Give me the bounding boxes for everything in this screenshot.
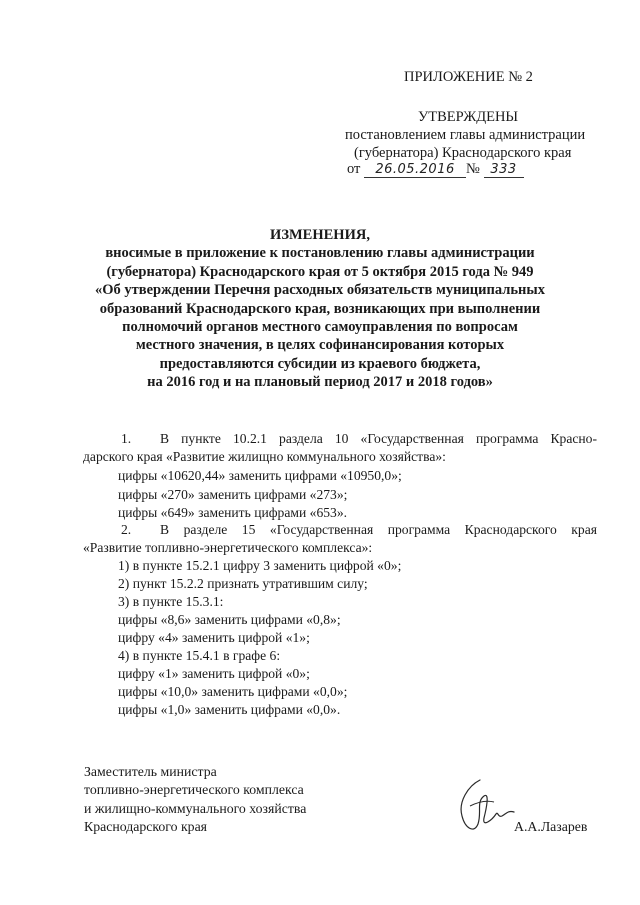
approved-by-line1: постановлением главы администрации xyxy=(345,127,586,143)
item-1-line2: дарского края «Развитие жилищно коммунального хозяйства»: xyxy=(83,449,446,464)
item-1-change: цифры «649» заменить цифрами «653». xyxy=(118,505,348,520)
item-2-line2: «Развитие топливно-энергетического комплекса»: xyxy=(83,540,373,555)
approved-label: УТВЕРЖДЕНЫ xyxy=(418,109,519,125)
title-line: (губернатора) Краснодарского края от 5 октября 2015 года № 949 xyxy=(106,263,534,280)
signatory-position xyxy=(84,763,306,837)
approved-by-line2: (губернатора) Краснодарского края xyxy=(354,145,572,161)
title-line: вносимые в приложение к постановлению главы администрации xyxy=(105,245,535,262)
item-2-change: 1) в пункте 15.2.1 цифру 3 заменить цифрой «0»; xyxy=(118,558,402,573)
item-1-change: цифры «10620,44» заменить цифрами «10950,0»; xyxy=(118,468,402,483)
title-line: «Об утверждении Перечня расходных обязательств муниципальных xyxy=(95,282,545,299)
item-2-change: цифру «1» заменить цифрой «0»; xyxy=(118,666,310,681)
item-2-number: 2. xyxy=(121,522,132,537)
item-2-change: цифры «1,0» заменить цифрами «0,0». xyxy=(118,702,341,717)
item-1-number: 1. xyxy=(121,431,132,446)
title-line: предоставляются субсидии из краевого бюджета, xyxy=(159,355,481,372)
decree-date: 26.05.2016 xyxy=(364,162,466,178)
title-line: местного значения, в целях софинансирования которых xyxy=(135,337,505,354)
item-1-change: цифры «270» заменить цифрами «273»; xyxy=(118,487,348,502)
item-2-change: цифры «10,0» заменить цифрами «0,0»; xyxy=(118,684,348,699)
item-2-change: 3) в пункте 15.3.1: xyxy=(118,594,224,609)
document-title xyxy=(70,226,570,392)
title-line: на 2016 год и на плановый период 2017 и 2018 годов» xyxy=(147,374,493,391)
signatory-line: Краснодарского края xyxy=(84,819,208,835)
item-2-change: цифру «4» заменить цифрой «1»; xyxy=(118,630,310,645)
item-2-change: цифры «8,6» заменить цифрами «0,8»; xyxy=(118,612,341,627)
decree-number: 333 xyxy=(484,162,524,178)
decree-date-row xyxy=(347,161,524,178)
title-line: полномочий органов местного самоуправления по вопросам xyxy=(122,319,518,336)
item-1-line1: В пункте 10.2.1 раздела 10 «Государственная программа Красно- xyxy=(160,431,597,446)
signatory-line: топливно-энергетического комплекса xyxy=(84,782,304,798)
signatory-line: и жилищно-коммунального хозяйства xyxy=(84,800,307,816)
item-2-line1: В разделе 15 «Государственная программа Краснодарского края xyxy=(160,522,597,537)
signatory-line: Заместитель министра xyxy=(84,764,217,779)
handwritten-signature xyxy=(440,776,524,842)
item-2-change: 2) пункт 15.2.2 признать утратившим силу; xyxy=(118,576,368,591)
item-2-change: 4) в пункте 15.4.1 в графе 6: xyxy=(118,648,281,663)
title-line: образований Краснодарского края, возникающих при выполнении xyxy=(99,300,541,317)
signatory-name: А.А.Лазарев xyxy=(514,819,588,834)
appendix-label: ПРИЛОЖЕНИЕ № 2 xyxy=(404,69,533,85)
date-prefix: от xyxy=(347,161,361,177)
title-heading: ИЗМЕНЕНИЯ, xyxy=(270,227,370,243)
number-sign: № xyxy=(466,161,480,177)
